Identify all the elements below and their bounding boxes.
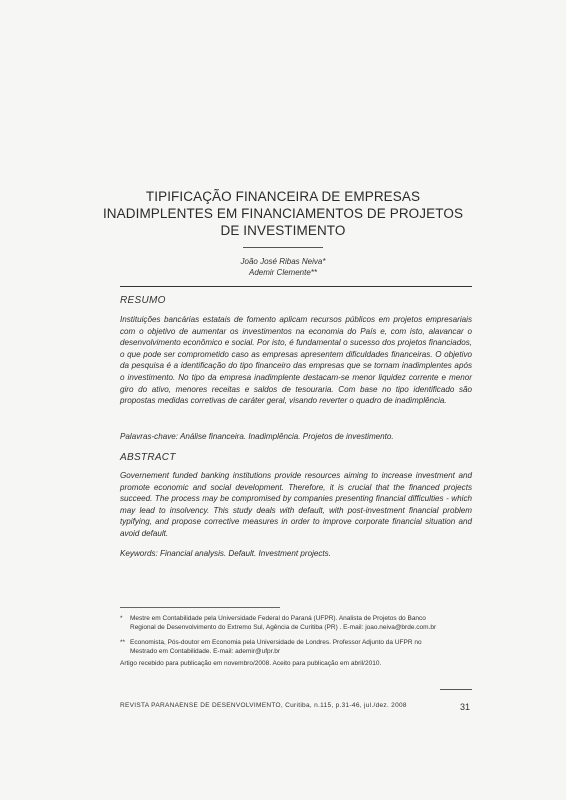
- footnote-2-mark: **: [120, 639, 126, 646]
- header-divider: [120, 286, 472, 287]
- footnote-2-line-1: Economista, Pós-doutor em Economia pela Universidade de Londres. Professor Adjunto da UFPR no: [130, 639, 422, 646]
- title-line-1: TIPIFICAÇÃO FINANCEIRA DE EMPRESAS: [145, 189, 421, 204]
- footnote-1: [120, 614, 472, 632]
- resumo-keywords: Palavras-chave: Análise financeira. Inadimplência. Projetos de investimento.: [120, 432, 394, 441]
- resumo-heading: RESUMO: [120, 295, 166, 306]
- footnote-2-line-2: Mestrado em Contabilidade. E-mail: ademir@ufpr.br: [130, 648, 281, 655]
- resumo-body: Instituições bancárias estatais de fomento aplicam recursos públicos em projetos empresariais com o objetivo de aumentar os investimentos na economia do País e, com isto, alavancar o desenvolvimento econômico e social. Por isto, é fundamental o sucesso dos projetos financiados, o que pode ser comprometido caso as empresas apresentem dificuldades financeiras. O objetivo da pesquisa é a identificação do tipo financeiro das empresas que se tornam inadimplentes após o investimento. No tipo da empresa inadimplente destacam-se menor liquidez corrente e menor giro do ativo, menores receitas e saldos de tesouraria. Com base no tipo identificado são propostas medidas corretivas de caráter geral, visando reverter o quadro de inadimplência.: [120, 315, 472, 406]
- abstract-body: Governement funded banking institutions provide resources aiming to increase investment and promote economic and social development. Therefore, it is crucial that the financed projects succeed. The process may be compromised by companies presenting financial difficulties - which may lead to insolvency. This study deals with default, with post-investment financial problem typifying, and propose corrective measures in order to improve corporate financial situation and avoid default.: [120, 471, 472, 538]
- author-list: [200, 256, 366, 278]
- author-1: João José Ribas Neiva*: [240, 257, 326, 266]
- footnote-divider: [120, 607, 280, 608]
- title-line-3: DE INVESTIMENTO: [220, 223, 346, 238]
- footnote-2: [120, 638, 472, 656]
- footer-divider: [440, 689, 472, 690]
- running-head: REVISTA PARANAENSE DE DESENVOLVIMENTO, Curitiba, n.115, p.31-46, jul./dez. 2008: [120, 702, 407, 709]
- abstract-heading: ABSTRACT: [120, 452, 176, 463]
- author-2: Ademir Clemente**: [248, 268, 318, 277]
- page-number: 31: [460, 702, 471, 712]
- abstract-keywords: Keywords: Financial analysis. Default. Investment projects.: [120, 549, 331, 558]
- footnote-1-mark: *: [120, 615, 123, 622]
- title-line-2: INADIMPLENTES EM FINANCIAMENTOS DE PROJETOS: [102, 206, 464, 221]
- footnote-1-line-1: Mestre em Contabilidade pela Universidade Federal do Paraná (UFPR). Analista de Projetos do Banco: [130, 615, 426, 622]
- footnote-1-line-2: Regional de Desenvolvimento do Extremo Sul, Agência de Curitiba (PR) . E-mail: joao.neiva@brde.com.br: [130, 624, 437, 631]
- title-divider: [243, 247, 323, 248]
- received-note: Artigo recebido para publicação em novembro/2008. Aceito para publicação em abril/2010.: [120, 660, 382, 667]
- article-title: [100, 188, 466, 239]
